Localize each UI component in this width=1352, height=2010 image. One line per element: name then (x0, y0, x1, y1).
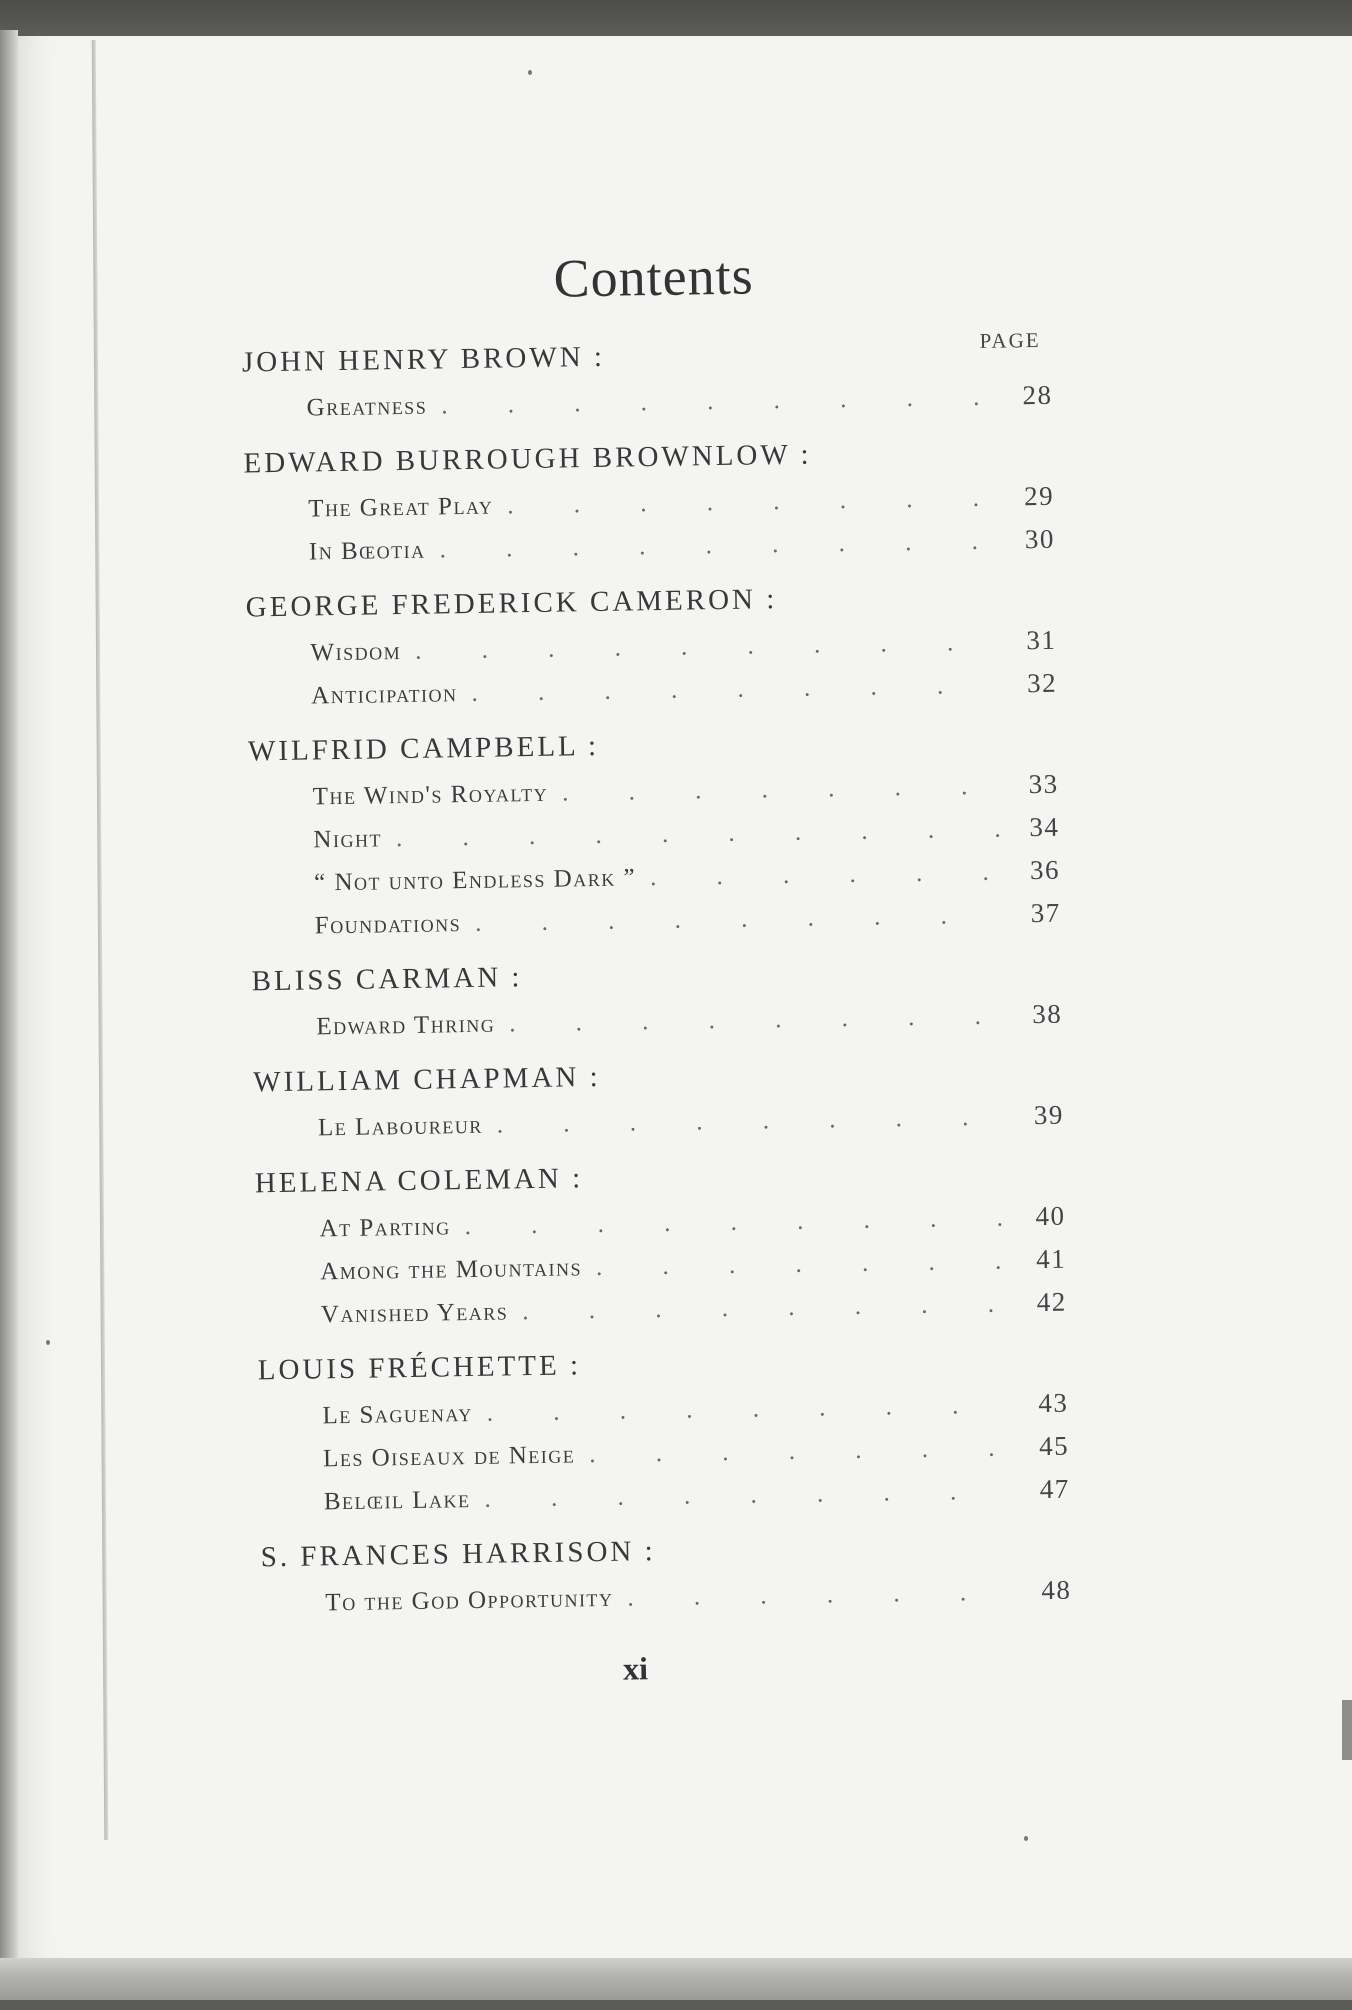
dot-leader (613, 1579, 1011, 1613)
entry-page-number: 32 (1026, 667, 1058, 699)
toc-entry (322, 1388, 1068, 1431)
toc-entry (314, 855, 1060, 898)
dot-leader (450, 1205, 1005, 1242)
dot-leader (427, 384, 993, 421)
dot-leader (457, 672, 997, 708)
author-heading: S. FRANCES HARRISON : (260, 1535, 656, 1574)
author-heading: WILLIAM CHAPMAN : (252, 1060, 601, 1099)
entry-title: At Parting (319, 1213, 451, 1243)
dot-leader (473, 1392, 1009, 1428)
author-heading: JOHN HENRY BROWN : (241, 340, 606, 379)
entry-title: Vanished Years (320, 1298, 509, 1329)
toc-entry (324, 1474, 1070, 1517)
dot-leader (582, 1248, 1007, 1283)
toc-entry (310, 625, 1056, 668)
entry-title: “ Not unto Endless Dark ” (313, 864, 637, 897)
dot-leader (461, 902, 1001, 938)
entry-title: Among the Mountains (320, 1254, 583, 1286)
entry-title: Foundations (314, 910, 462, 940)
toc-entry (325, 1575, 1071, 1618)
toc-entry (315, 898, 1061, 941)
entry-title: Wisdom (310, 638, 402, 667)
author-heading: LOUIS FRÉCHETTE : (257, 1349, 582, 1387)
entry-title: To the God Opportunity (325, 1584, 614, 1617)
entry-page-number: 40 (1035, 1200, 1066, 1232)
entry-title: Le Saguenay (322, 1399, 473, 1430)
toc-entry (311, 668, 1057, 711)
dot-leader (382, 816, 1000, 854)
entry-page-number: 45 (1038, 1430, 1070, 1462)
dot-leader (495, 1003, 1003, 1039)
page-number: xi (622, 1650, 649, 1687)
entry-page-number: 48 (1041, 1574, 1072, 1606)
entry-page-number: 38 (1032, 998, 1063, 1030)
toc-entry (313, 769, 1059, 812)
entry-page-number: 31 (1026, 624, 1057, 656)
entry-page-number: 36 (1029, 854, 1061, 886)
author-heading: WILFRID CAMPBELL : (247, 729, 600, 768)
entry-page-number: 37 (1030, 897, 1061, 929)
toc-entry (306, 380, 1052, 423)
toc-entry (319, 1201, 1065, 1244)
dot-leader (636, 859, 1000, 893)
entry-title: Le Laboureur (317, 1111, 483, 1142)
toc-entry (309, 524, 1055, 567)
author-heading: EDWARD BURROUGH BROWNLOW : (243, 438, 812, 480)
toc-entry (316, 999, 1062, 1042)
entry-title: In Bœotia (308, 536, 426, 566)
entry-page-number: 41 (1035, 1243, 1067, 1275)
author-heading: GEORGE FREDERICK CAMERON : (245, 583, 778, 624)
contents-title: Contents (553, 245, 755, 309)
entry-title: Les Oiseaux de Neige (322, 1441, 576, 1473)
dot-leader (470, 1478, 1010, 1514)
entry-page-number: 39 (1033, 1099, 1065, 1131)
entry-page-number: 29 (1023, 480, 1055, 512)
dot-leader (548, 773, 999, 808)
entry-title: Anticipation (310, 680, 458, 710)
toc-entry (323, 1431, 1069, 1474)
dot-leader (401, 629, 997, 666)
dot-leader (508, 1291, 1007, 1327)
entry-title: Belœil Lake (323, 1486, 471, 1516)
dot-leader (493, 485, 994, 521)
toc-entry (321, 1287, 1067, 1330)
author-heading: HELENA COLEMAN : (254, 1162, 584, 1200)
toc-entry (320, 1244, 1066, 1287)
dot-leader (483, 1104, 1005, 1140)
entry-page-number: 30 (1024, 523, 1056, 555)
entry-title: Greatness (306, 392, 428, 422)
toc-entry (318, 1100, 1064, 1143)
entry-page-number: 34 (1029, 811, 1060, 843)
entry-title: Edward Thring (316, 1010, 496, 1041)
entry-title: The Great Play (308, 492, 494, 523)
page-column-label: PAGE (979, 327, 1041, 353)
dot-leader (425, 528, 995, 565)
toc-entry (313, 812, 1059, 855)
entry-title: The Wind's Royalty (312, 779, 549, 811)
entry-page-number: 43 (1038, 1387, 1069, 1419)
entry-page-number: 33 (1028, 768, 1059, 800)
entry-page-number: 28 (1022, 379, 1053, 411)
author-heading: BLISS CARMAN : (251, 961, 523, 998)
entry-title: Night (313, 825, 383, 854)
entry-page-number: 47 (1039, 1473, 1070, 1505)
toc-entry (308, 481, 1054, 524)
dot-leader (575, 1435, 1009, 1470)
entry-page-number: 42 (1036, 1286, 1068, 1318)
